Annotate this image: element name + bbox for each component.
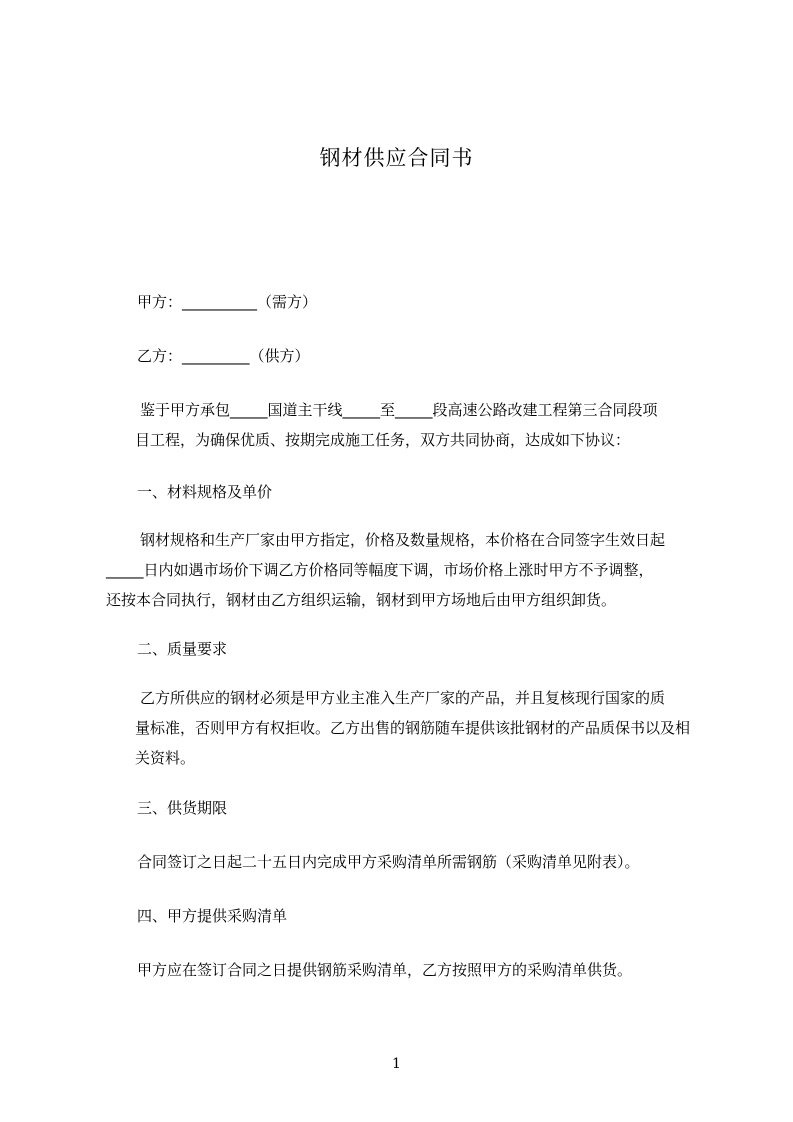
page-number: 1 xyxy=(392,1056,401,1072)
section-2-paragraph xyxy=(137,683,703,773)
section-2-line-2: 量标准，否则甲方有权拒收。乙方出售的钢筋随车提供该批钢材的产品质保书以及相 xyxy=(135,719,691,737)
intro-line-1: 鉴于甲方承包_____国道主干线_____至_____段高速公路改建工程第三合同段项 xyxy=(140,401,658,419)
section-2-line-1: 乙方所供应的钢材必须是甲方业主准入生产厂家的产品，并且复核现行国家的质 xyxy=(140,689,666,707)
intro-line-2: 目工程，为确保优质、按期完成施工任务，双方共同协商，达成如下协议： xyxy=(135,431,631,449)
party-a-line: 甲方：__________（需方） xyxy=(137,293,318,311)
section-3-text: 合同签订之日起二十五日内完成甲方采购清单所需钢筋（采购清单见附表）。 xyxy=(137,853,640,871)
section-2-heading: 二、质量要求 xyxy=(137,640,228,658)
section-1-line-2: _____日内如遇市场价下调乙方价格同等幅度下调，市场价格上涨时甲方不予调整， xyxy=(106,561,654,579)
party-b-line: 乙方：_________（供方） xyxy=(137,347,310,365)
section-1-line-3: 还按本合同执行，钢材由乙方组织运输，钢材到甲方场地后由甲方组织卸货。 xyxy=(106,591,617,609)
document-title: 钢材供应合同书 xyxy=(319,146,474,170)
intro-paragraph xyxy=(137,395,703,455)
section-3-heading: 三、供货期限 xyxy=(137,799,228,817)
section-1-paragraph xyxy=(106,525,703,615)
section-1-heading: 一、材料规格及单价 xyxy=(137,483,273,501)
section-4-text: 甲方应在签订合同之日提供钢筋采购清单，乙方按照甲方的采购清单供货。 xyxy=(137,961,633,979)
section-2-line-3: 关资料。 xyxy=(135,749,196,767)
section-4-heading: 四、甲方提供采购清单 xyxy=(137,907,288,925)
section-1-line-1: 钢材规格和生产厂家由甲方指定，价格及数量规格，本价格在合同签字生效日起 xyxy=(140,531,666,549)
